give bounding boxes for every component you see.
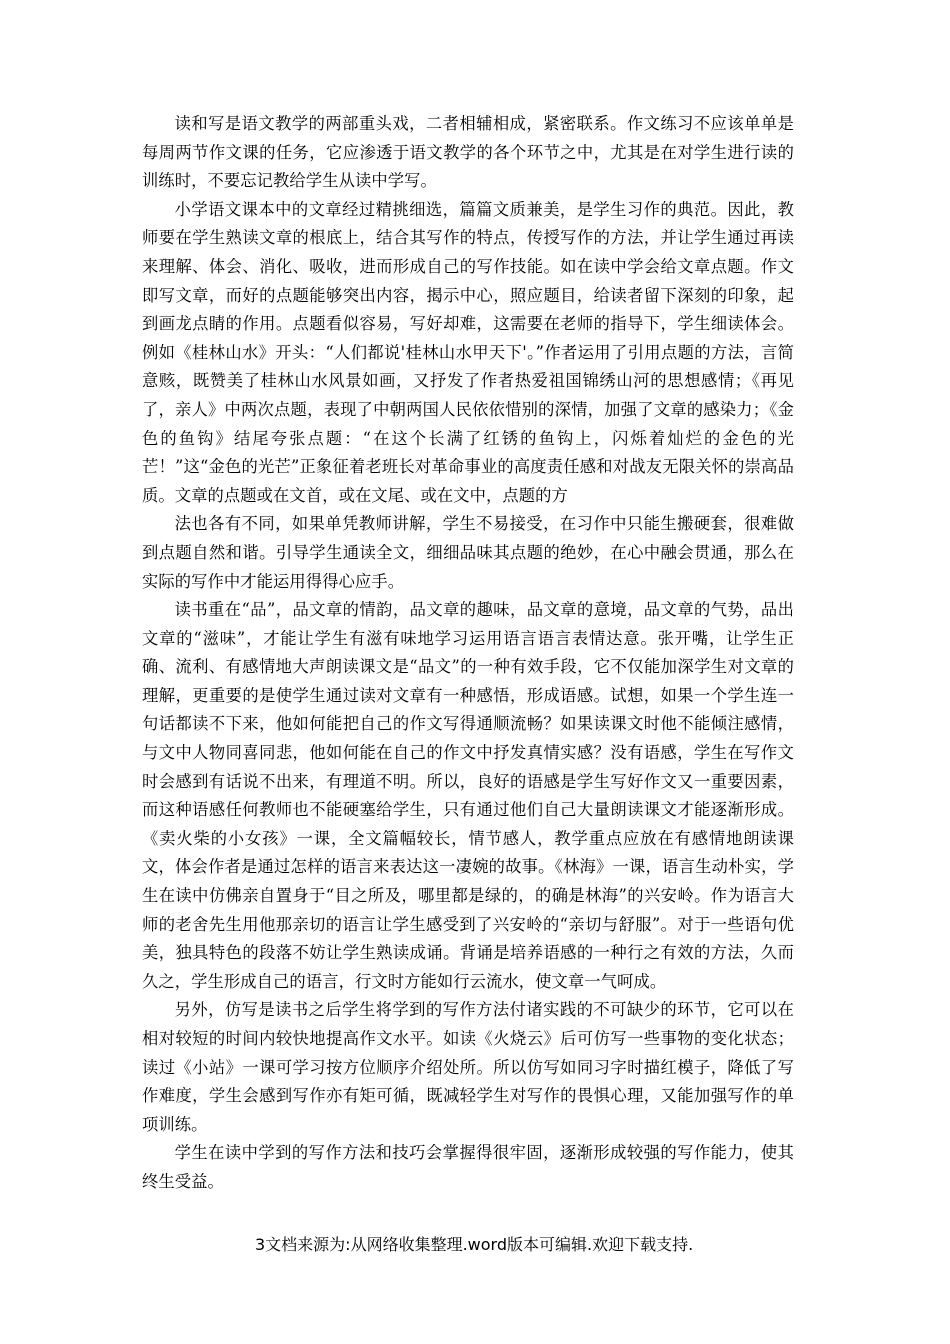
paragraph-2: 小学语文课本中的文章经过精挑细选，篇篇文质兼美，是学生习作的典范。因此，教师要在学生熟读文章的根底上，结合其写作的特点，传授写作的方法，并让学生通过再读来理解、体会、消化、吸收，进而形成自己的写作技能。如在读中学会给文章点题。作文即写文章，而好的点题能够突出内容，揭示中心，照应题目，给读者留下深刻的印象，起到画龙点睛的作用。点题看似容易，写好却难，这需要在老师的指导下，学生细读体会。例如《桂林山水》开头：“人们都说'桂林山水甲天下'。”作者运用了引用点题的方法，言简意赅，既赞美了桂林山水风景如画，又抒发了作者热爱祖国锦绣山河的思想感情；《再见了，亲人》中两次点题，表现了中朝两国人民依依惜别的深情，加强了文章的感染力；《金色的鱼钩》结尾夸张点题：“在这个长满了红锈的鱼钩上，闪烁着灿烂的金色的光芒！”这“金色的光芒”正象征着老班长对革命事业的高度责任感和对战友无限关怀的崇高品质。文章的点题或在文首，或在文尾、或在文中，点题的方	[142, 199, 794, 505]
paragraph-5: 另外，仿写是读书之后学生将学到的写作方法付诸实践的不可缺少的环节，它可以在相对较短的时间内较快地提高作文水平。如读《火烧云》后可仿写一些事物的变化状态；读过《小站》一课可学习按方位顺序介绍处所。所以仿写如同习字时描红模子，降低了写作难度，学生会感到写作亦有矩可循，既减轻学生对写作的畏惧心理，又能加强写作的单项训练。	[142, 1000, 794, 1134]
document-body	[142, 110, 794, 1197]
paragraph-4: 读书重在“品”，品文章的情韵，品文章的趣味，品文章的意境，品文章的气势，品出文章的“滋味”，才能让学生有滋有味地学习运用语言语言表情达意。张开嘴，让学生正确、流利、有感情地大声朗读课文是“品文”的一种有效手段，它不仅能加深学生对文章的理解，更重要的是使学生通过读对文章有一种感悟，形成语感。试想，如果一个学生连一句话都读不下来，他如何能把自己的作文写得通顺流畅？如果读课文时他不能倾注感情，与文中人物同喜同悲，他如何能在自己的作文中抒发真情实感？没有语感，学生在写作文时会感到有话说不出来，有理道不明。所以，良好的语感是学生写好作文又一重要因素，而这种语感任何教师也不能硬塞给学生，只有通过他们自己大量朗读课文才能逐渐形成。《卖火柴的小女孩》一课，全文篇幅较长，情节感人，教学重点应放在有感情地朗读课文，体会作者是通过怎样的语言来表达这一凄婉的故事。《林海》一课，语言生动朴实，学生在读中仿佛亲自置身于“目之所及，哪里都是绿的，的确是林海”的兴安岭。作为语言大师的老舍先生用他那亲切的语言让学生感受到了兴安岭的“亲切与舒服”。对于一些语句优美，独具特色的段落不妨让学生熟读成诵。背诵是培养语感的一种行之有效的方法，久而久之，学生形成自己的语言，行文时方能如行云流水，使文章一气呵成。	[142, 600, 794, 991]
paragraph-6: 学生在读中学到的写作方法和技巧会掌握得很牢固，逐渐形成较强的写作能力，使其终生受益。	[142, 1143, 794, 1191]
paragraph-1: 读和写是语文教学的两部重头戏，二者相辅相成，紧密联系。作文练习不应该单单是每周两节作文课的任务，它应渗透于语文教学的各个环节之中，尤其是在对学生进行读的训练时，不要忘记教给学生从读中学写。	[142, 114, 794, 191]
paragraph-3: 法也各有不同，如果单凭教师讲解，学生不易接受，在习作中只能生搬硬套，很难做到点题自然和谐。引导学生通读全文，细细品味其点题的绝妙，在心中融会贯通，那么在实际的写作中才能运用得得心应手。	[142, 514, 794, 591]
page-footer: 3文档来源为:从网络收集整理.word版本可编辑.欢迎下载支持.	[255, 1235, 694, 1254]
